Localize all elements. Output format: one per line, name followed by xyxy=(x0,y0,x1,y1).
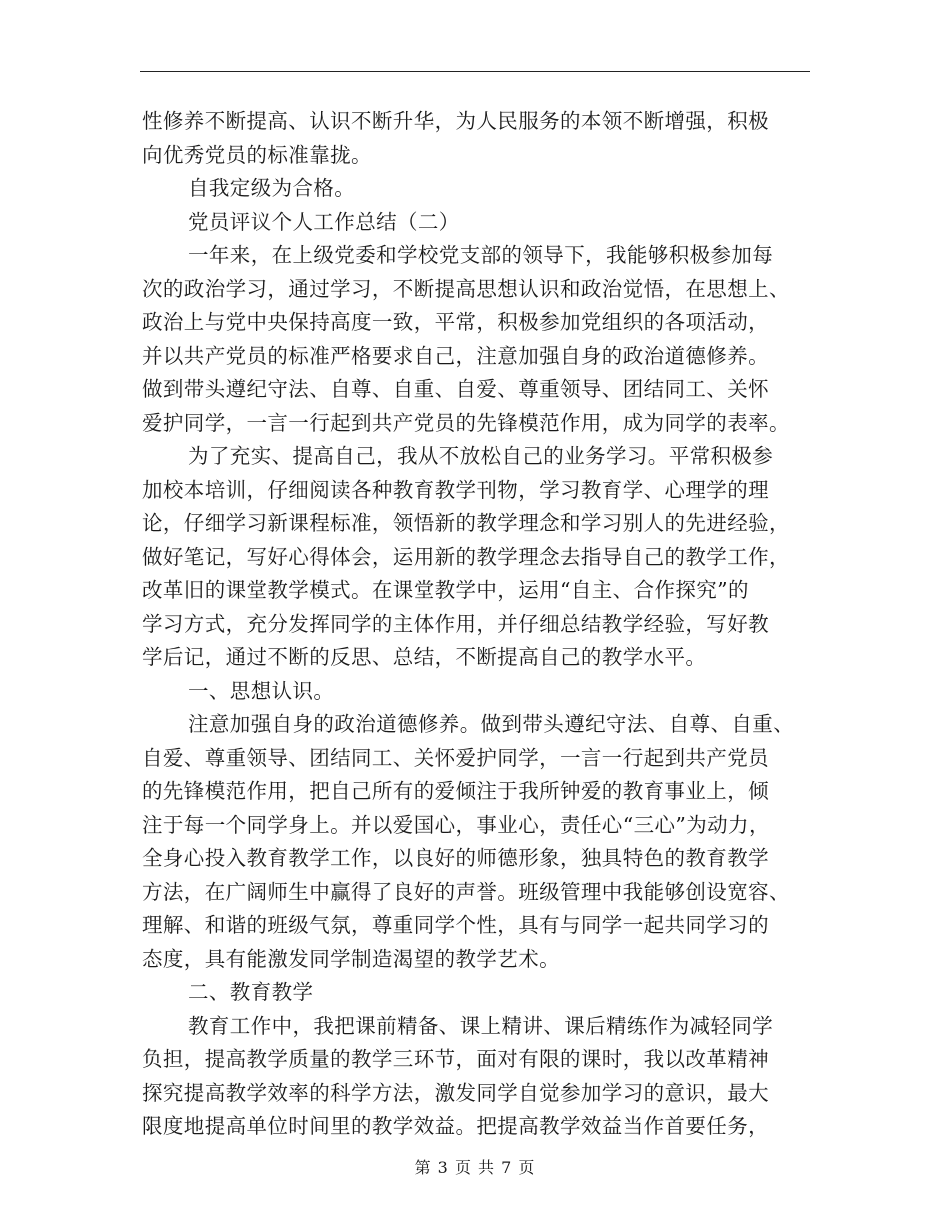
text-line: 自爱、尊重领导、团结同工、关怀爱护同学，一言一行起到共产党员 xyxy=(142,745,769,770)
header-rule xyxy=(140,71,810,72)
text-line: 向优秀党员的标准靠拢。 xyxy=(142,142,372,167)
text-line: 加校本培训，仔细阅读各种教育教学刊物，学习教育学、心理学的理 xyxy=(142,477,769,502)
text-line: 次的政治学习，通过学习，不断提高思想认识和政治觉悟，在思想上、 xyxy=(142,276,790,301)
text-line: 论，仔细学习新课程标准，领悟新的教学理念和学习别人的先进经验， xyxy=(142,511,790,535)
text-line: 爱护同学，一言一行起到共产党员的先锋模范作用，成为同学的表率。 xyxy=(142,410,790,435)
text-line: 全身心投入教育教学工作，以良好的师德形象，独具特色的教育教学 xyxy=(142,846,769,870)
text-line: 一、思想认识。 xyxy=(188,678,335,703)
text-line: 做好笔记，写好心得体会，运用新的教学理念去指导自己的教学工作， xyxy=(142,544,790,569)
document-body xyxy=(142,105,812,1144)
page-number-footer: 第 3 页 共 7 页 xyxy=(414,1158,536,1177)
text-line: 做到带头遵纪守法、自尊、自重、自爱、尊重领导、团结同工、关怀 xyxy=(142,377,769,401)
text-line: 并以共产党员的标准严格要求自己，注意加强自身的政治道德修养。 xyxy=(142,343,769,368)
text-line: 态度，具有能激发同学制造渴望的教学艺术。 xyxy=(142,946,560,971)
text-line: 学后记，通过不断的反思、总结，不断提高自己的教学水平。 xyxy=(142,645,707,669)
text-line: 注于每一个同学身上。并以爱国心，事业心，责任心“三心”为动力， xyxy=(142,812,770,837)
text-line: 二、教育教学 xyxy=(188,980,314,1004)
text-line: 一年来，在上级党委和学校党支部的领导下，我能够积极参加每 xyxy=(188,243,774,267)
text-line: 负担，提高教学质量的教学三环节，面对有限的课时，我以改革精神 xyxy=(142,1047,769,1071)
text-line: 党员评议个人工作总结（二） xyxy=(188,209,460,234)
text-line: 改革旧的课堂教学模式。在课堂教学中，运用“自主、合作探究”的 xyxy=(142,578,749,602)
text-line: 的先锋模范作用，把自己所有的爱倾注于我所钟爱的教育事业上，倾 xyxy=(142,779,769,803)
text-line: 注意加强自身的政治道德修养。做到带头遵纪守法、自尊、自重、 xyxy=(188,712,795,736)
text-line: 为了充实、提高自己，我从不放松自己的业务学习。平常积极参 xyxy=(188,444,774,468)
text-line: 学习方式，充分发挥同学的主体作用，并仔细总结教学经验，写好教 xyxy=(142,611,769,636)
text-line: 限度地提高单位时间里的教学效益。把提高教学效益当作首要任务， xyxy=(142,1114,769,1138)
text-line: 探究提高教学效率的科学方法，激发同学自觉参加学习的意识，最大 xyxy=(142,1080,769,1105)
text-line: 方法，在广阔师生中赢得了良好的声誉。班级管理中我能够创设宽容、 xyxy=(142,879,790,904)
text-line: 政治上与党中央保持高度一致，平常，积极参加党组织的各项活动， xyxy=(142,310,769,334)
text-line: 理解、和谐的班级气氛，尊重同学个性，具有与同学一起共同学习的 xyxy=(142,913,769,937)
text-line: 自我定级为合格。 xyxy=(188,176,356,200)
text-line: 教育工作中，我把课前精备、课上精讲、课后精练作为减轻同学 xyxy=(188,1013,774,1038)
text-line: 性修养不断提高、认识不断升华，为人民服务的本领不断增强，积极 xyxy=(142,109,769,133)
